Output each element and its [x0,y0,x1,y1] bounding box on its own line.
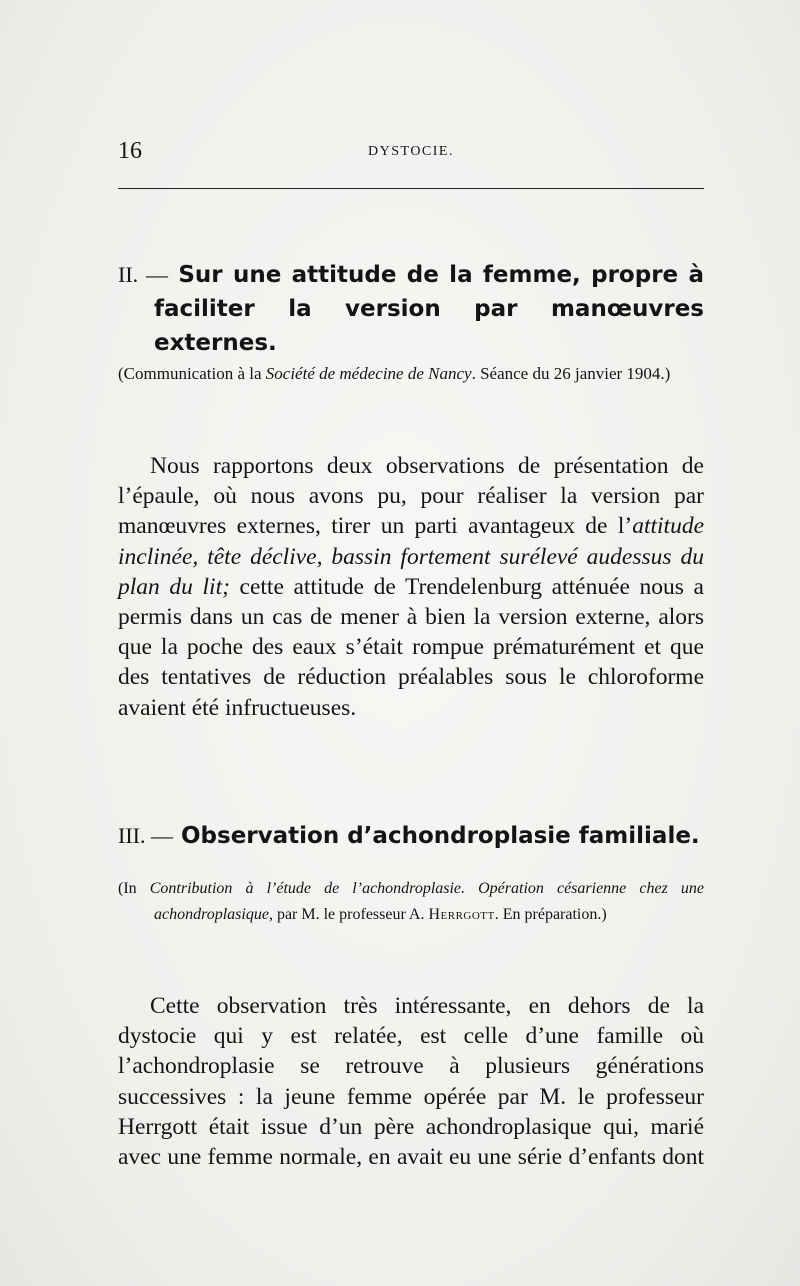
paragraph-text: cette attitude de Trendelenburg atténuée nous a permis dans un cas de mener à bien la version externe, alors que la poche des eaux s’était rompue prématurément et que des tentatives de réduction préalables sous le chloroforme avaient été infructueuses. [118,573,704,721]
running-title: DYSTOCIE. [368,144,454,159]
section-iii-heading [118,819,704,853]
section-ii-paragraph [118,451,704,723]
section-iii-paragraph [118,991,704,1172]
section-ii-heading [118,258,704,360]
paragraph-text: Nous rapportons deux observations de présentation de l’épaule, où nous avons pu, pour réaliser la version par manœuvres externes, tirer un parti avantageux de l’ [118,453,704,540]
section-ii-note [118,361,704,387]
section-ii-number: II. — [118,262,168,287]
section-iii-note [118,876,704,928]
note-prefix: (Communication à la [118,364,266,383]
note-suffix: . Séance du 26 janvier 1904.) [471,364,671,383]
note-middle: par M. le professeur A. [272,906,429,923]
section-ii-title: Sur une attitude de la femme, propre à faciliter la version par manœuvres externes. [154,262,704,356]
paragraph-text: Cette observation très intéressante, en dehors de la dystocie qui y est relatée, est celle d’une famille où l’achondroplasie se retrouve à plusieurs générations successives : la jeune femme opérée par M. le professeur Herrgott était issue d’un père achondroplasique qui, marié avec une femme normale, en avait eu une série d’enfants dont [118,993,704,1171]
running-head [118,138,704,172]
page-number: 16 [118,138,142,164]
note-society: Société de médecine de Nancy [265,364,472,383]
note-prefix: (In [118,880,150,897]
section-iii-title: Observation d’achondroplasie familiale. [181,823,700,849]
note-author: Herrgott [428,906,495,923]
section-iii-number: III. — [118,823,173,848]
note-suffix: . En préparation.) [494,906,607,923]
paragraph-italic: attitude inclinée, tête déclive, bassin fortement surélevé audessus du plan du lit; [118,513,704,600]
note-title: Contribution à l’étude de l’achondroplasie. Opération césarienne chez une achondroplasique, [149,880,704,923]
header-rule [118,188,704,189]
